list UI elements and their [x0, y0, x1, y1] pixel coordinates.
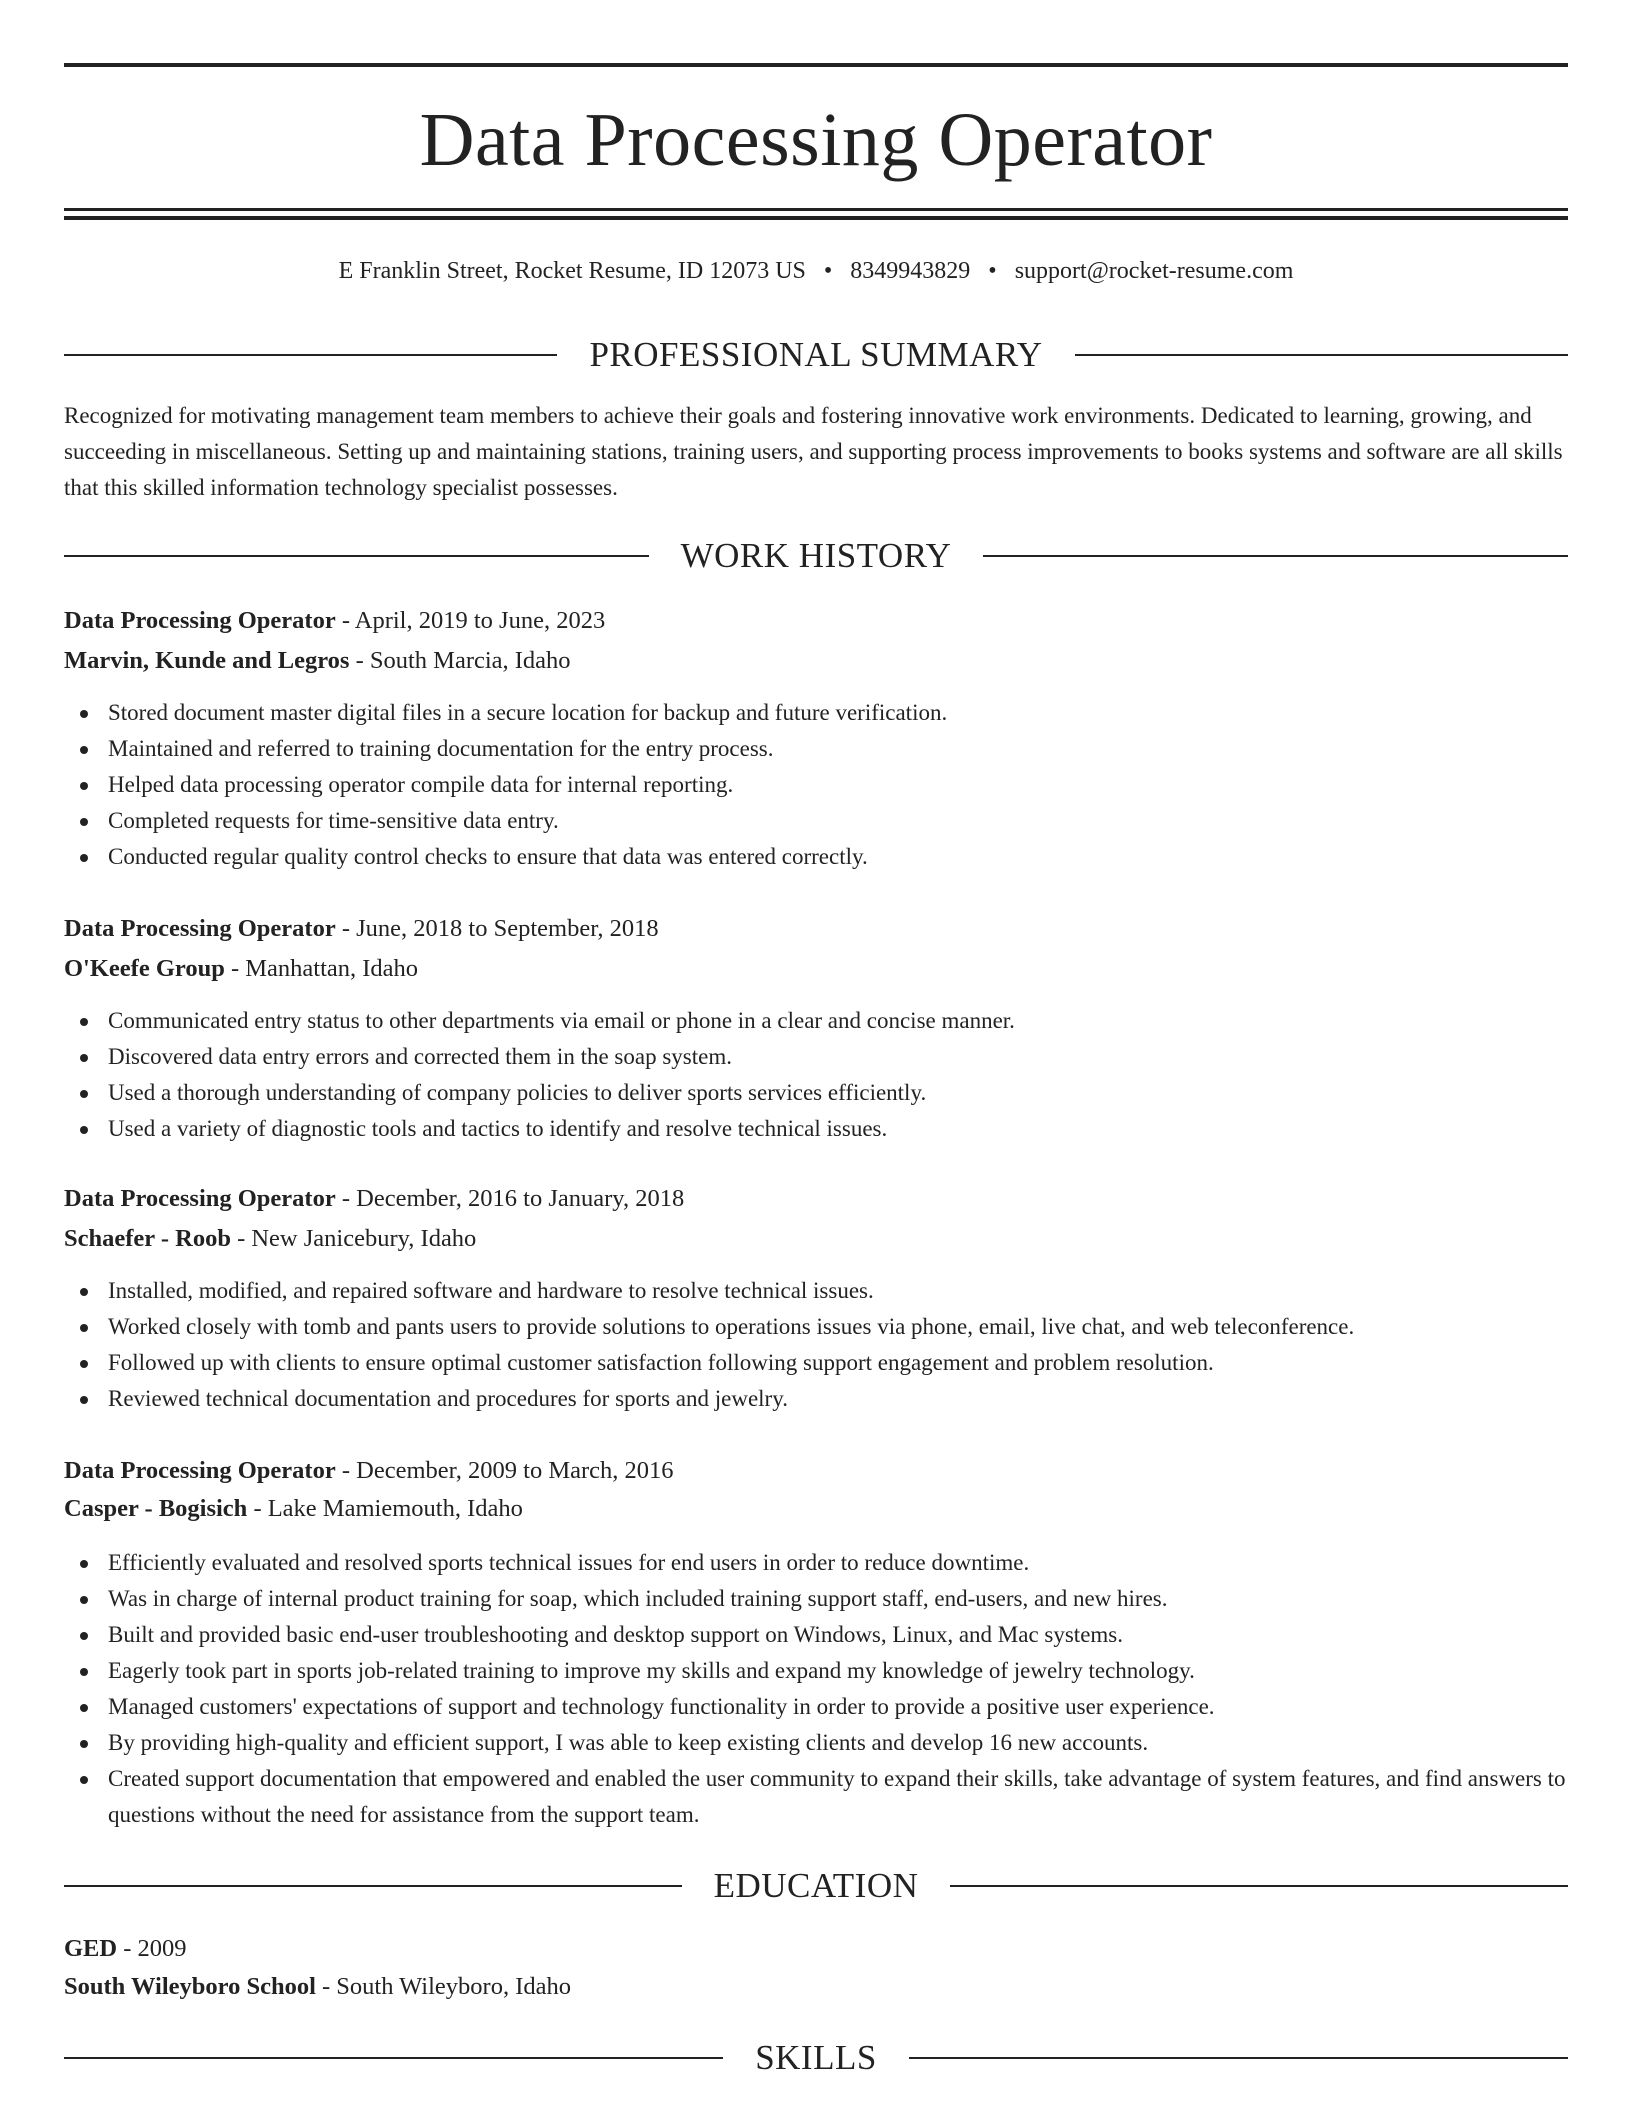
job-title-line: [64, 911, 1568, 947]
job-location: - New Janicebury, Idaho: [230, 1225, 477, 1252]
job-dates: - June, 2018 to September, 2018: [335, 915, 659, 942]
section-header-summary: [64, 333, 1568, 377]
job-bullet: Stored document master digital files in a secure location for backup and future verification.: [64, 695, 1568, 731]
job-bullets: [64, 1545, 1568, 1833]
job-bullet: Used a variety of diagnostic tools and tactics to identify and resolve technical issues.: [64, 1111, 1568, 1147]
contact-phone: 8349943829: [850, 258, 971, 284]
summary-paragraph: Recognized for motivating management team members to achieve their goals and fostering innovative work environments. Dedicated to learning, growing, and succeeding in miscellaneous. Setting up and maintaining stations, training users, and supporting process improvements to books systems and software are all skills that this skilled information technology specialist possesses.: [64, 403, 1563, 500]
job-bullet: Built and provided basic end-user troubleshooting and desktop support on Windows, Linux, and Mac systems.: [64, 1617, 1568, 1653]
job-bullets: [64, 1003, 1568, 1147]
job-title: Data Processing Operator: [64, 915, 336, 942]
section-rule: [1075, 354, 1568, 356]
section-rule: [64, 1885, 682, 1887]
job-company-line: [64, 951, 1568, 987]
section-rule: [909, 2057, 1568, 2059]
job-title: Data Processing Operator: [64, 1185, 336, 1212]
job-title-line: [64, 1181, 1568, 1217]
job-bullets: [64, 695, 1568, 875]
job-title-line: [64, 1453, 1568, 1489]
job-company: Casper - Bogisich: [64, 1495, 248, 1522]
job-bullets: [64, 1273, 1568, 1417]
job-bullet: Helped data processing operator compile data for internal reporting.: [64, 767, 1568, 803]
job-bullet: Completed requests for time-sensitive data entry.: [64, 803, 1568, 839]
job-company-line: [64, 643, 1568, 679]
job-dates: - December, 2009 to March, 2016: [335, 1457, 674, 1484]
job-bullet: Reviewed technical documentation and procedures for sports and jewelry.: [64, 1381, 1568, 1417]
job-bullet: Created support documentation that empowered and enabled the user community to expand their skills, take advantage of system features, and find answers to questions without the need for assistance from the support team.: [64, 1761, 1568, 1833]
section-header-skills: [64, 2036, 1568, 2080]
job-bullet: Followed up with clients to ensure optimal customer satisfaction following support engagement and problem resolution.: [64, 1345, 1568, 1381]
contact-address: E Franklin Street, Rocket Resume, ID 12073 US: [338, 258, 806, 284]
job-location: - South Marcia, Idaho: [349, 647, 571, 674]
section-rule: [983, 555, 1568, 557]
resume-title: Data Processing Operator: [419, 98, 1213, 182]
job-company-line: [64, 1491, 1568, 1527]
section-title: EDUCATION: [713, 1866, 919, 1905]
job-location: - Manhattan, Idaho: [224, 955, 419, 982]
section-header-education: [64, 1864, 1568, 1908]
job-bullet: By providing high-quality and efficient support, I was able to keep existing clients and develop 16 new accounts.: [64, 1725, 1568, 1761]
job-bullet: Installed, modified, and repaired software and hardware to resolve technical issues.: [64, 1273, 1568, 1309]
job-bullet: Worked closely with tomb and pants users to provide solutions to operations issues via phone, email, live chat, and web teleconference.: [64, 1309, 1568, 1345]
job-title-line: [64, 603, 1568, 639]
job-company-line: [64, 1221, 1568, 1257]
job-bullet: Communicated entry status to other departments via email or phone in a clear and concise manner.: [64, 1003, 1568, 1039]
title-rule-upper: [64, 208, 1568, 211]
section-title: SKILLS: [755, 2038, 877, 2077]
job-dates: - December, 2016 to January, 2018: [335, 1185, 685, 1212]
job-company: Marvin, Kunde and Legros: [64, 647, 350, 674]
job-bullet: Used a thorough understanding of company policies to deliver sports services efficiently.: [64, 1075, 1568, 1111]
section-rule: [64, 354, 557, 356]
education-location: - South Wileyboro, Idaho: [315, 1973, 571, 2000]
education-school-line: [64, 1969, 1568, 2005]
contact-email: support@rocket-resume.com: [1014, 258, 1294, 284]
section-title: WORK HISTORY: [680, 536, 952, 575]
section-title: PROFESSIONAL SUMMARY: [589, 335, 1043, 374]
job-company: O'Keefe Group: [64, 955, 225, 982]
education-degree-line: [64, 1931, 1568, 1967]
job-title: Data Processing Operator: [64, 607, 336, 634]
job-company: Schaefer - Roob: [64, 1225, 231, 1252]
job-bullet: Was in charge of internal product training for soap, which included training support staff, end-users, and new hires.: [64, 1581, 1568, 1617]
contact-line: [64, 254, 1568, 288]
job-bullet: Maintained and referred to training documentation for the entry process.: [64, 731, 1568, 767]
job-bullet: Discovered data entry errors and corrected them in the soap system.: [64, 1039, 1568, 1075]
job-bullet: Efficiently evaluated and resolved sports technical issues for end users in order to reduce downtime.: [64, 1545, 1568, 1581]
education-degree: GED: [64, 1935, 118, 1962]
title-rule-lower: [64, 216, 1568, 220]
section-rule: [64, 2057, 723, 2059]
contact-separator: •: [988, 258, 997, 284]
section-header-work-history: [64, 534, 1568, 578]
top-rule: [64, 63, 1568, 67]
job-location: - Lake Mamiemouth, Idaho: [247, 1495, 523, 1522]
job-dates: - April, 2019 to June, 2023: [335, 607, 606, 634]
job-title: Data Processing Operator: [64, 1457, 336, 1484]
job-bullet: Conducted regular quality control checks to ensure that data was entered correctly.: [64, 839, 1568, 875]
education-year: - 2009: [117, 1935, 187, 1962]
contact-separator: •: [823, 258, 833, 284]
education-school: South Wileyboro School: [64, 1973, 316, 2000]
job-bullet: Managed customers' expectations of support and technology functionality in order to provide a positive user experience.: [64, 1689, 1568, 1725]
job-bullet: Eagerly took part in sports job-related training to improve my skills and expand my knowledge of jewelry technology.: [64, 1653, 1568, 1689]
section-rule: [64, 555, 649, 557]
section-rule: [950, 1885, 1568, 1887]
